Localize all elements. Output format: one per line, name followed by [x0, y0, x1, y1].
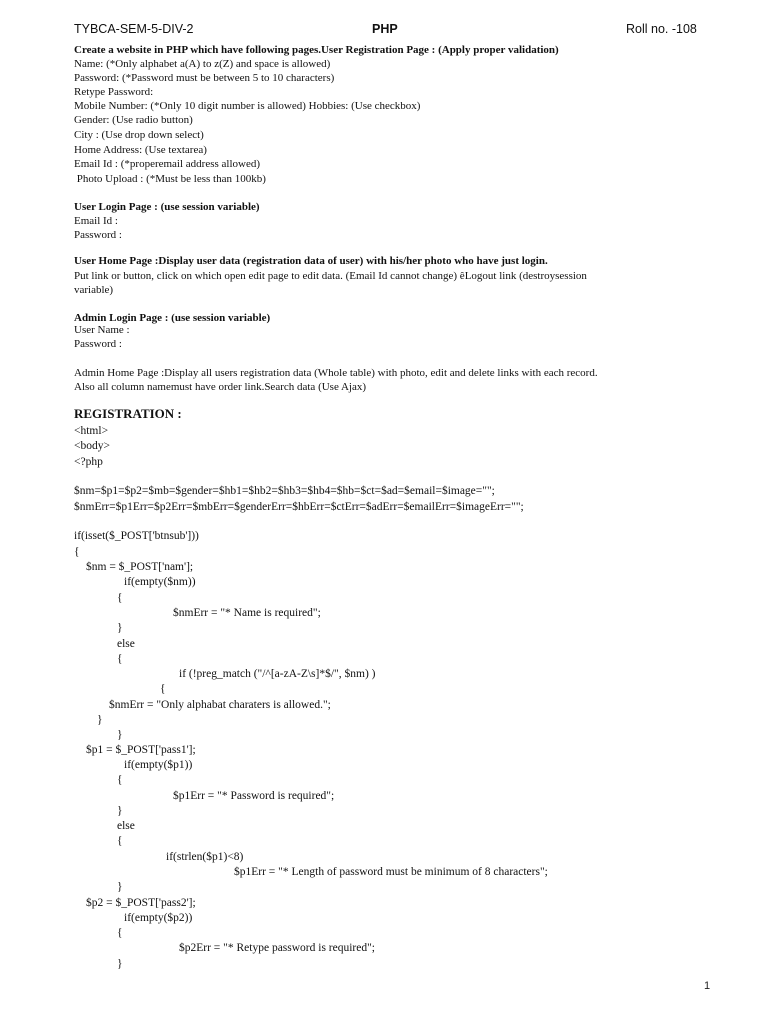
code-line: $p2Err = "* Retype password is required"; — [179, 942, 375, 954]
code-line: <html> — [74, 425, 109, 437]
header-subject: PHP — [372, 22, 398, 36]
code-line: } — [117, 881, 123, 893]
code-line: $p1Err = "* Length of password must be minimum of 8 characters"; — [234, 866, 548, 878]
page-number: 1 — [704, 980, 711, 992]
code-line: if(empty($p1)) — [124, 759, 193, 771]
code-line: { — [117, 774, 123, 786]
login-email: Email Id : — [74, 215, 118, 227]
code-line: $nmErr = "* Name is required"; — [173, 607, 321, 619]
code-line: { — [117, 592, 123, 604]
code-line: if(isset($_POST['btnsub'])) — [74, 530, 199, 542]
user-home-desc-2: variable) — [74, 284, 114, 296]
req-password: Password: (*Password must be between 5 to 10 characters) — [74, 72, 335, 84]
code-line: { — [117, 835, 123, 847]
code-line: $p1 = $_POST['pass1']; — [86, 744, 196, 756]
req-photo: Photo Upload : (*Must be less than 100kb) — [74, 173, 266, 185]
code-line: } — [117, 805, 123, 817]
req-city: City : (Use drop down select) — [74, 129, 204, 141]
header-class-label: TYBCA-SEM-5-DIV-2 — [74, 22, 194, 36]
user-home-desc-1: Put link or button, click on which open edit page to edit data. (Email Id cannot change) êLogout link (destroysession — [74, 270, 587, 282]
req-mobile-hobbies: Mobile Number: (*Only 10 digit number is allowed) Hobbies: (Use checkbox) — [74, 100, 421, 112]
req-gender: Gender: (Use radio button) — [74, 114, 193, 126]
admin-home-desc-2: Also all column namemust have order link.Search data (Use Ajax) — [74, 381, 367, 393]
admin-login-heading: Admin Login Page : (use session variable) — [74, 312, 271, 324]
code-line: { — [117, 927, 123, 939]
admin-username: User Name : — [74, 324, 130, 336]
code-line: } — [117, 729, 123, 741]
admin-password: Password : — [74, 338, 122, 350]
code-line: { — [74, 546, 80, 558]
code-line: if(strlen($p1)<8) — [166, 851, 244, 863]
code-line: else — [117, 638, 135, 650]
req-address: Home Address: (Use textarea) — [74, 144, 207, 156]
code-line: if (!preg_match ("/^[a-zA-Z\s]*$/", $nm) ) — [179, 668, 376, 680]
code-line: } — [97, 714, 103, 726]
req-email: Email Id : (*properemail address allowed) — [74, 158, 261, 170]
code-line: $nm=$p1=$p2=$mb=$gender=$hb1=$hb2=$hb3=$hb4=$hb=$ct=$ad=$email=$image=""; — [74, 485, 495, 497]
registration-heading: REGISTRATION : — [74, 406, 182, 421]
code-line: } — [117, 622, 123, 634]
code-line: if(empty($p2)) — [124, 912, 193, 924]
login-password: Password : — [74, 229, 122, 241]
assignment-title: Create a website in PHP which have following pages.User Registration Page : (Apply proper validation) — [74, 44, 559, 56]
user-login-heading: User Login Page : (use session variable) — [74, 201, 260, 213]
code-line: } — [117, 958, 123, 970]
header-roll-number: Roll no. -108 — [626, 22, 697, 36]
code-line: { — [160, 683, 166, 695]
code-line: if(empty($nm)) — [124, 576, 196, 588]
req-name: Name: (*Only alphabet a(A) to z(Z) and space is allowed) — [74, 58, 331, 70]
code-line: <?php — [74, 456, 103, 468]
code-line: $nmErr=$p1Err=$p2Err=$mbErr=$genderErr=$hbErr=$ctErr=$adErr=$emailErr=$imageErr=""; — [74, 501, 524, 513]
req-retype-password: Retype Password: — [74, 86, 154, 98]
code-line: else — [117, 820, 135, 832]
code-line: $nmErr = "Only alphabat charaters is allowed."; — [109, 699, 331, 711]
user-home-heading: User Home Page :Display user data (registration data of user) with his/her photo who have just login. — [74, 255, 548, 267]
code-line: $p2 = $_POST['pass2']; — [86, 897, 196, 909]
code-line: <body> — [74, 440, 110, 452]
admin-home-desc-1: Admin Home Page :Display all users registration data (Whole table) with photo, edit and delete links with each record. — [74, 367, 598, 379]
code-line: $p1Err = "* Password is required"; — [173, 790, 335, 802]
code-line: $nm = $_POST['nam']; — [86, 561, 194, 573]
code-line: { — [117, 653, 123, 665]
